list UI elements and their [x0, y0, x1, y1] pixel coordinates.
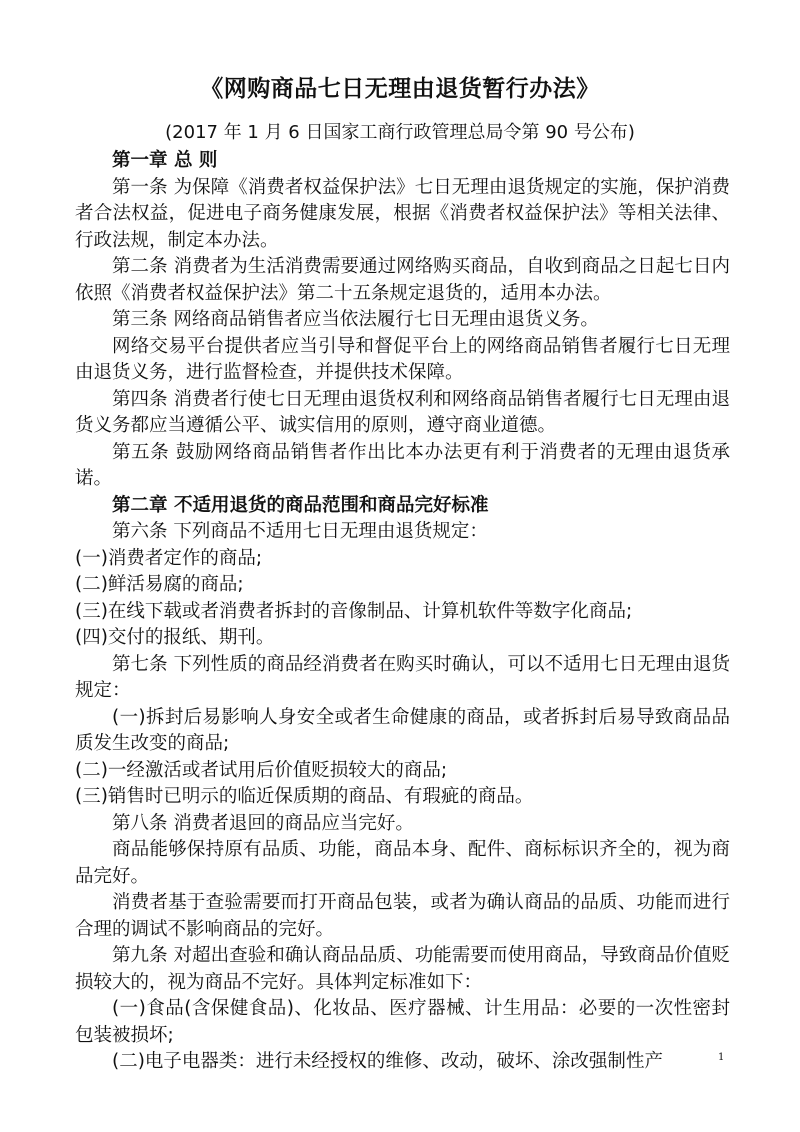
article-8-paragraph-2: 商品能够保持原有品质、功能，商品本身、配件、商标标识齐全的，视为商品完好。 [75, 839, 730, 887]
article-9-item-2: (二)电子电器类：进行未经授权的维修、改动，破坏、涂改强制性产 [112, 1051, 663, 1072]
article-7-item-3: (三)销售时已明示的临近保质期的商品、有瑕疵的商品。 [75, 786, 534, 807]
article-6-item-1: (一)消费者定作的商品; [75, 547, 263, 569]
article-6-item-2: (二)鲜活易腐的商品; [75, 574, 244, 595]
article-8-paragraph-3: 消费者基于查验需要而打开商品包装，或者为确认商品的品质、功能而进行合理的调试不影响商品的完好。 [75, 892, 730, 940]
article-7-item-1: (一)拆封后易影响人身安全或者生命健康的商品，或者拆封后易导致商品品质发生改变的商品; [75, 706, 730, 754]
page-number: 1 [718, 1052, 725, 1063]
document-title: 《网购商品七日无理由退货暂行办法》 [200, 75, 600, 102]
article-9-item-1: (一)食品(含保健食品)、化妆品、医疗器械、计生用品：必要的一次性密封包装被损坏; [75, 998, 730, 1046]
article-6-item-4: (四)交付的报纸、期刊。 [75, 627, 275, 648]
document-subtitle: (2017 年 1 月 6 日国家工商行政管理总局令第 90 号公布) [165, 122, 635, 143]
article-3: 第三条 网络商品销售者应当依法履行七日无理由退货义务。 [112, 309, 599, 330]
article-2: 第二条 消费者为生活消费需要通过网络购买商品，自收到商品之日起七日内依照《消费者权益保护法》第二十五条规定退货的，适用本办法。 [75, 256, 730, 304]
article-5: 第五条 鼓励网络商品销售者作出比本办法更有利于消费者的无理由退货承诺。 [75, 441, 730, 489]
article-6-item-3: (三)在线下载或者消费者拆封的音像制品、计算机软件等数字化商品; [75, 600, 633, 622]
article-1: 第一条 为保障《消费者权益保护法》七日无理由退货规定的实施，保护消费者合法权益，促进电子商务健康发展，根据《消费者权益保护法》等相关法律、行政法规，制定本办法。 [75, 176, 730, 251]
chapter-heading-1: 第一章 总 则 [112, 150, 218, 171]
article-4: 第四条 消费者行使七日无理由退货权利和网络商品销售者履行七日无理由退货义务都应当遵循公平、诚实信用的原则，遵守商业道德。 [75, 388, 730, 436]
chapter-heading-2: 第二章 不适用退货的商品范围和商品完好标准 [112, 494, 489, 516]
article-8: 第八条 消费者退回的商品应当完好。 [112, 812, 414, 834]
article-3-paragraph: 网络交易平台提供者应当引导和督促平台上的网络商品销售者履行七日无理由退货义务，进行监督检查，并提供技术保障。 [75, 335, 730, 383]
article-7: 第七条 下列性质的商品经消费者在购买时确认，可以不适用七日无理由退货规定： [75, 653, 730, 701]
article-6: 第六条 下列商品不适用七日无理由退货规定： [112, 521, 488, 542]
article-7-item-2: (二)一经激活或者试用后价值贬损较大的商品; [75, 759, 448, 781]
article-9: 第九条 对超出查验和确认商品品质、功能需要而使用商品，导致商品价值贬损较大的，视为商品不完好。具体判定标准如下： [75, 945, 730, 993]
document-body [75, 148, 730, 1076]
